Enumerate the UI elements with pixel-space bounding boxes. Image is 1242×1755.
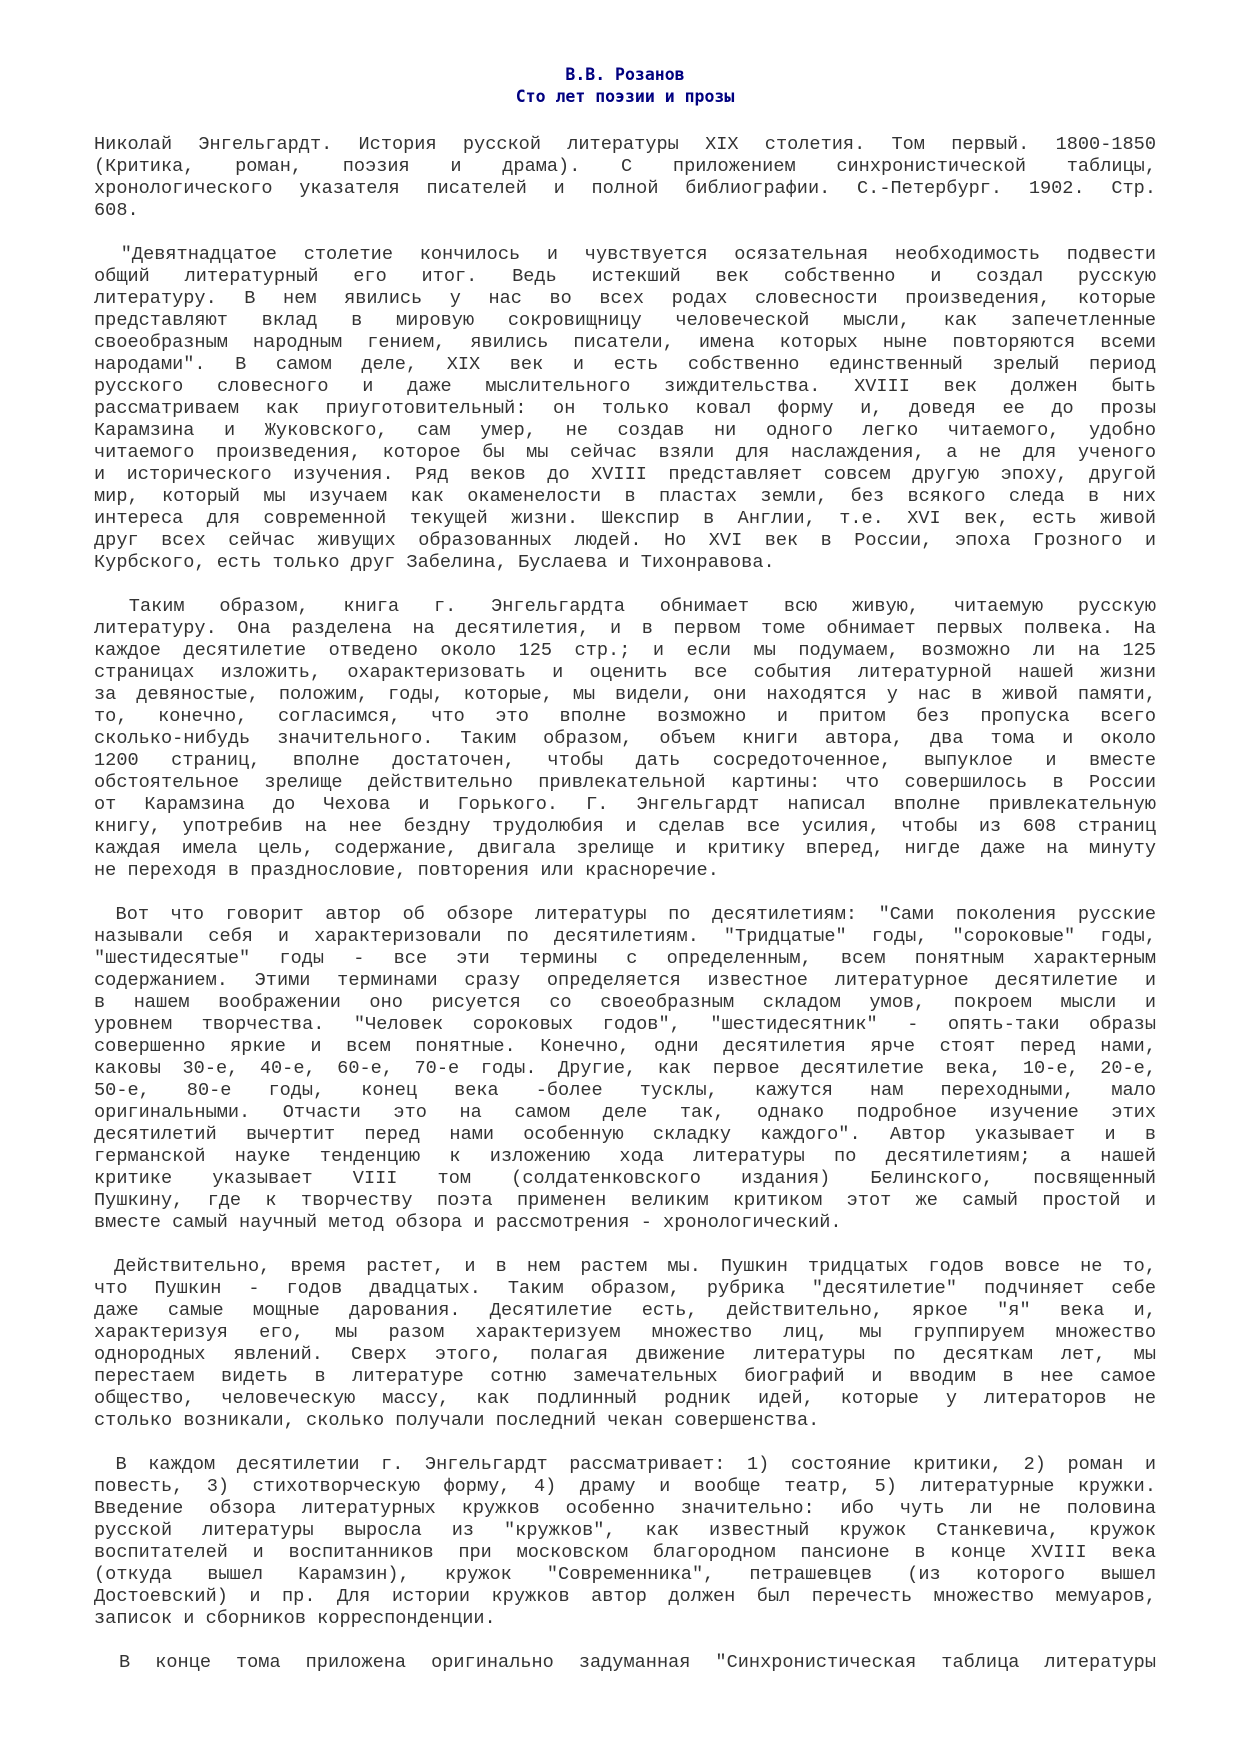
text-line: интереса для современной текущей жизни. Шекспир в Англии, т.е. XVI век, есть живой <box>94 508 1156 529</box>
text-line: своеобразным народным гением, явились писатели, имена которых ныне повторяются всеми <box>94 332 1156 353</box>
text-line: русской литературы выросла из "кружков", как известный кружок Станкевича, кружок <box>94 1520 1156 1541</box>
text-line: даже самые мощные дарования. Десятилетие есть, действительно, яркое "я" века и, <box>94 1300 1156 1321</box>
text-line: Вот что говорит автор об обзоре литературы по десятилетиям: "Сами поколения русские <box>94 904 1156 925</box>
text-line: характеризуя его, мы разом характеризуем множество лиц, мы группируем множество <box>94 1322 1156 1343</box>
text-line: Николай Энгельгардт. История русской литературы XIX столетия. Том первый. 1800-1850 <box>94 134 1156 155</box>
text-line: народами". В самом деле, XIX век и есть собственно единственный зрелый период <box>94 354 1156 375</box>
text-line: "шестидесятые" годы - все эти термины с определенным, всем понятным характерным <box>94 948 1156 969</box>
text-line: общество, человеческую массу, как подлинный родник идей, которые у литераторов не <box>94 1388 1156 1409</box>
text-line: воспитателей и воспитанников при московском благородном пансионе в конце XVIII века <box>94 1542 1156 1563</box>
article-body <box>94 134 1156 1674</box>
text-line: "Девятнадцатое столетие кончилось и чувствуется осязательная необходимость подвести <box>94 244 1156 265</box>
text-line: Пушкину, где к творчеству поэта применен великим критиком этот же самый простой и <box>94 1190 1156 1211</box>
text-line: 50-е, 80-е годы, конец века -более тусклы, кажутся нам переходными, мало <box>94 1080 1156 1101</box>
text-line: уровнем творчества. "Человек сороковых годов", "шестидесятник" - опять-таки образы <box>94 1014 1156 1035</box>
text-line: критике указывает VIII том (солдатенковского издания) Белинского, посвященный <box>94 1168 1156 1189</box>
text-line: записок и сборников корреспонденции. <box>94 1608 496 1629</box>
text-line: страницах изложить, охарактеризовать и оценить все события литературной нашей жизни <box>94 662 1156 683</box>
text-line: за девяностые, положим, годы, которые, мы видели, они находятся у нас в живой памяти, <box>94 684 1156 705</box>
text-line: В каждом десятилетии г. Энгельгардт рассматривает: 1) состояние критики, 2) роман и <box>94 1454 1156 1475</box>
text-line: повесть, 3) стихотворческую форму, 4) драму и вообще театр, 5) литературные кружки. <box>94 1476 1156 1497</box>
text-line: оригинальными. Отчасти это на самом деле так, однако подробное изучение этих <box>94 1102 1156 1123</box>
paragraph <box>94 904 1156 1234</box>
author-name: В.В. Розанов <box>565 65 685 84</box>
article-title: Сто лет поэзии и прозы <box>515 87 735 106</box>
text-line: в нашем воображении оно рисуется со своеобразным складом умов, покроем мысли и <box>94 992 1156 1013</box>
text-line: столько возникали, сколько получали последний чекан совершенства. <box>94 1410 820 1431</box>
document-page <box>94 64 1156 1696</box>
text-line: от Карамзина до Чехова и Горького. Г. Энгельгардт написал вполне привлекательную <box>94 794 1156 815</box>
paragraph <box>94 596 1156 882</box>
text-line: Действительно, время растет, и в нем растем мы. Пушкин тридцатых годов вовсе не то, <box>94 1256 1156 1277</box>
text-line: (откуда вышел Карамзин), кружок "Современника", петрашевцев (из которого вышел <box>94 1564 1156 1585</box>
text-line: (Критика, роман, поэзия и драма). С приложением синхронистической таблицы, <box>94 156 1156 177</box>
text-line: десятилетий вычертит перед нами особенную складку каждого". Автор указывает и в <box>94 1124 1156 1145</box>
text-line: рассматриваем как приуготовительный: он только ковал форму и, доведя ее до прозы <box>94 398 1156 419</box>
text-line: книгу, употребив на нее бездну трудолюбия и сделав все усилия, чтобы из 608 страниц <box>94 816 1156 837</box>
text-line: русского словесного и даже мыслительного зиждительства. XVIII век должен быть <box>94 376 1156 397</box>
text-line: называли себя и характеризовали по десятилетиям. "Тридцатые" годы, "сороковые" годы, <box>94 926 1156 947</box>
text-line: не переходя в празднословие, повторения или красноречие. <box>94 860 719 881</box>
text-line: однородных явлений. Сверх этого, полагая движение литературы по десяткам лет, мы <box>94 1344 1156 1365</box>
document-header <box>94 64 1156 108</box>
text-line: представляют вклад в мировую сокровищницу человеческой мысли, как запечетленные <box>94 310 1156 331</box>
text-line: каждая имела цель, содержание, двигала зрелище и критику вперед, нигде даже на минуту <box>94 838 1156 859</box>
text-line: сколько-нибудь значительного. Таким образом, объем книги автора, два тома и около <box>94 728 1156 749</box>
text-line: совершенно яркие и всем понятные. Конечно, одни десятилетия ярче стоят перед нами, <box>94 1036 1156 1057</box>
text-line: Карамзина и Жуковского, сам умер, не создав ни одного легко читаемого, удобно <box>94 420 1156 441</box>
paragraph <box>94 1454 1156 1630</box>
text-line: содержанием. Этими терминами сразу определяется известное литературное десятилетие и <box>94 970 1156 991</box>
text-line: Достоевский) и пр. Для истории кружков автор должен был перечесть множество мемуаров, <box>94 1586 1156 1607</box>
text-line: Введение обзора литературных кружков особенно значительно: ибо чуть ли не половина <box>94 1498 1156 1519</box>
text-line: литературу. Она разделена на десятилетия, и в первом томе обнимает первых полвека. На <box>94 618 1156 639</box>
text-line: Таким образом, книга г. Энгельгардта обнимает всю живую, читаемую русскую <box>94 596 1156 617</box>
text-line: германской науке тенденцию к изложению хода литературы по десятилетиям; а нашей <box>94 1146 1156 1167</box>
text-line: каждое десятилетие отведено около 125 стр.; и если мы подумаем, возможно ли на 125 <box>94 640 1156 661</box>
paragraph <box>94 1652 1156 1674</box>
text-line: 608. <box>94 200 139 221</box>
text-line: общий литературный его итог. Ведь истекший век собственно и создал русскую <box>94 266 1156 287</box>
paragraph <box>94 134 1156 222</box>
text-line: вместе самый научный метод обзора и рассмотрения - хронологический. <box>94 1212 842 1233</box>
text-line: что Пушкин - годов двадцатых. Таким образом, рубрика "десятилетие" подчиняет себе <box>94 1278 1156 1299</box>
text-line: обстоятельное зрелище действительно привлекательной картины: что совершилось в России <box>94 772 1156 793</box>
text-line: литературу. В нем явились у нас во всех родах словесности произведения, которые <box>94 288 1156 309</box>
text-line: 1200 страниц, вполне достаточен, чтобы дать сосредоточенное, выпуклое и вместе <box>94 750 1156 771</box>
text-line: хронологического указателя писателей и полной библиографии. С.-Петербург. 1902. Стр. <box>94 178 1156 199</box>
text-line: перестаем видеть в литературе сотню замечательных биографий и вводим в нее самое <box>94 1366 1156 1387</box>
paragraph <box>94 1256 1156 1432</box>
text-line: и исторического изучения. Ряд веков до XVIII представляет совсем другую эпоху, другой <box>94 464 1156 485</box>
text-line: друг всех сейчас живущих образованных людей. Но XVI век в России, эпоха Грозного и <box>94 530 1156 551</box>
text-line: то, конечно, согласимся, что это вполне возможно и притом без пропуска всего <box>94 706 1156 727</box>
text-line: Курбского, есть только друг Забелина, Буслаева и Тихонравова. <box>94 552 775 573</box>
paragraph <box>94 244 1156 574</box>
text-line: В конце тома приложена оригинально задуманная "Синхронистическая таблица литературы <box>94 1652 1156 1673</box>
text-line: читаемого произведения, которое бы мы сейчас взяли для наслаждения, а не для ученого <box>94 442 1156 463</box>
text-line: каковы 30-е, 40-е, 60-е, 70-е годы. Другие, как первое десятилетие века, 10-е, 20-е, <box>94 1058 1156 1079</box>
text-line: мир, который мы изучаем как окаменелости в пластах земли, без всякого следа в них <box>94 486 1156 507</box>
